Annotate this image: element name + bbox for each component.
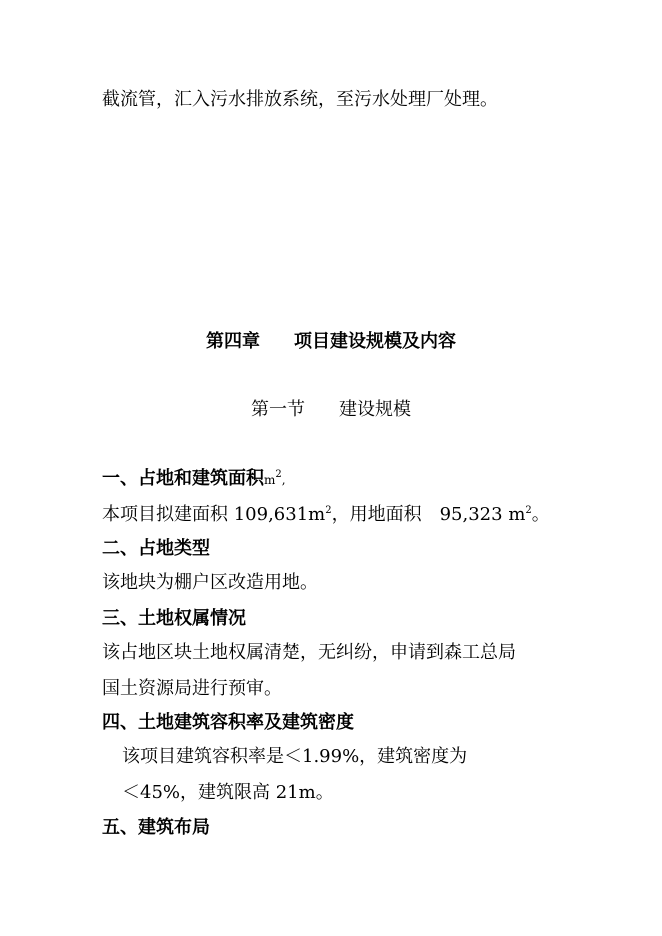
- heading-4: 四、土地建筑容积率及建筑密度: [102, 712, 354, 733]
- heading-1: [102, 467, 286, 492]
- section-title: [0, 398, 662, 422]
- paragraph-3-line-1: 该占地区块土地权属清楚，无纠纷，申请到森工总局: [102, 642, 516, 663]
- paragraph-2: 该地块为棚户区改造用地。: [102, 572, 318, 593]
- paragraph-1-part-c: 。: [531, 504, 550, 525]
- heading-1-superscript: 2: [275, 469, 282, 480]
- heading-1-unit: m: [264, 473, 276, 487]
- heading-3: 三、土地权属情况: [102, 608, 246, 629]
- heading-5: 五、建筑布局: [102, 817, 210, 838]
- paragraph-1-part-b: ，用地面积 95,323 m: [331, 504, 526, 525]
- heading-2: 二、占地类型: [102, 538, 210, 559]
- paragraph-1-sup-1: 2: [325, 505, 332, 516]
- chapter-title: [0, 330, 662, 354]
- heading-1-text: 一、占地和建筑面积: [102, 468, 264, 489]
- paragraph-1: [102, 503, 550, 527]
- section-heading: 建设规模: [339, 399, 411, 420]
- paragraph-3-line-2: 国土资源局进行预审。: [102, 678, 282, 699]
- section-number: 第一节: [251, 399, 305, 420]
- paragraph-4-line-2: ＜45%，建筑限高 21m。: [122, 782, 334, 803]
- heading-1-punct: ,: [281, 473, 286, 487]
- chapter-number: 第四章: [206, 331, 260, 352]
- body-text-line: 截流管，汇入污水排放系统，至污水处理厂处理。: [102, 89, 498, 110]
- chapter-heading: 项目建设规模及内容: [294, 331, 456, 352]
- paragraph-1-part-a: 本项目拟建面积 109,631m: [102, 504, 326, 525]
- paragraph-4-line-1: 该项目建筑容积率是＜1.99%，建筑密度为: [122, 746, 468, 767]
- paragraph-1-sup-2: 2: [525, 505, 532, 516]
